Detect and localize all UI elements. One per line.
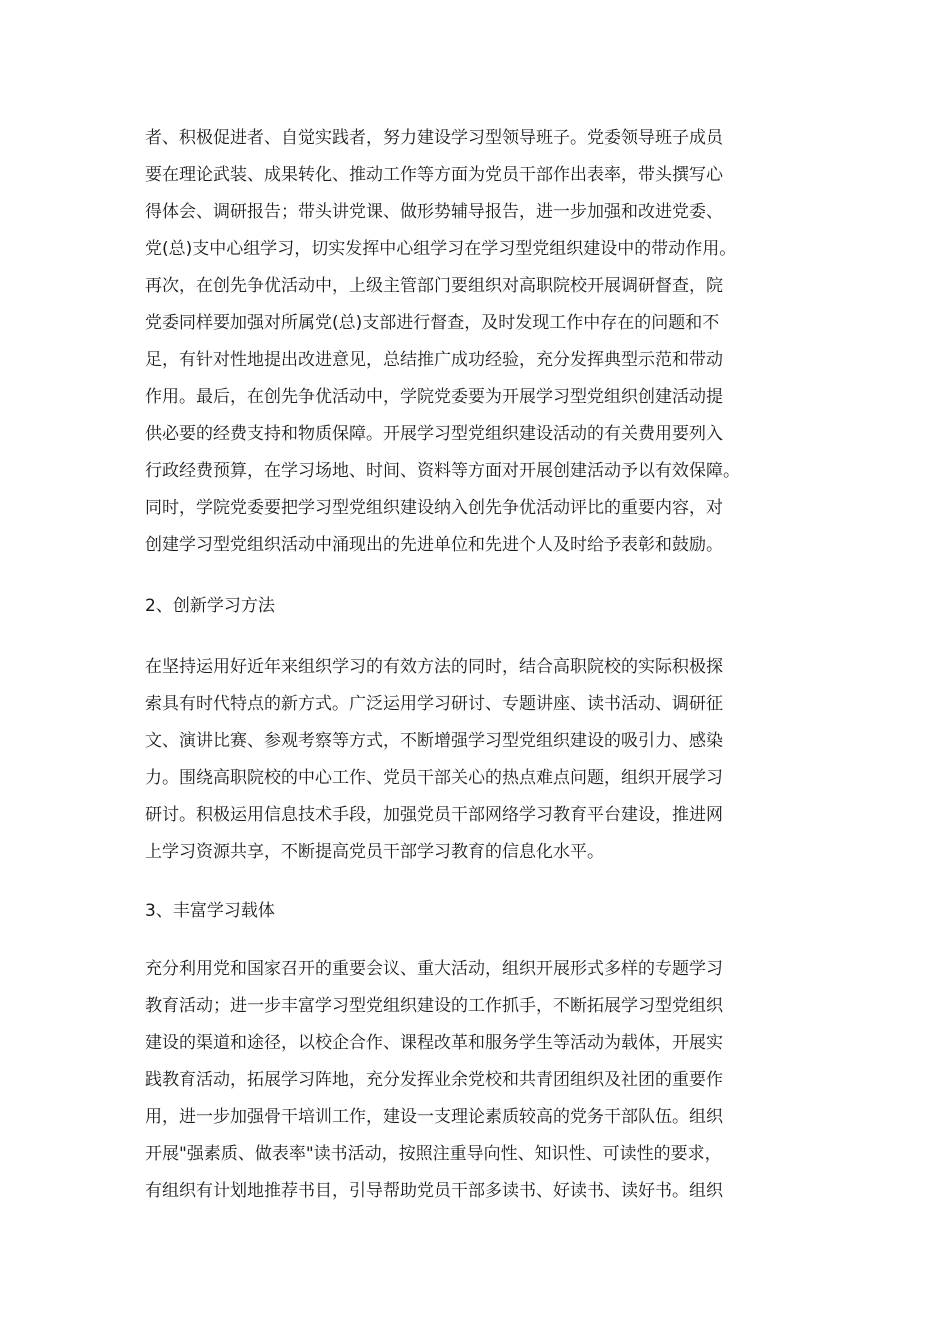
text-line: 要在理论武装、成果转化、推动工作等方面为党员干部作出表率，带头撰写心 [145, 165, 723, 185]
text-line: 再次，在创先争优活动中，上级主管部门要组织对高职院校开展调研督查，院 [145, 276, 723, 296]
text-line: 索具有时代特点的新方式。广泛运用学习研讨、专题讲座、读书活动、调研征 [145, 694, 723, 714]
paragraph-1 [145, 120, 810, 564]
text-line: 开展"强素质、做表率"读书活动，按照注重导向性、知识性、可读性的要求， [145, 1144, 722, 1164]
text-line: 足，有针对性地提出改进意见，总结推广成功经验，充分发挥典型示范和带动 [145, 350, 723, 370]
text-line: 行政经费预算，在学习场地、时间、资料等方面对开展创建活动予以有效保障。 [145, 461, 740, 481]
text-line: 文、演讲比赛、参观考察等方式，不断增强学习型党组织建设的吸引力、感染 [145, 731, 723, 751]
text-line: 党委同样要加强对所属党(总)支部进行督查，及时发现工作中存在的问题和不 [145, 313, 720, 333]
text-line: 同时，学院党委要把学习型党组织建设纳入创先争优活动评比的重要内容，对 [145, 498, 723, 518]
text-line: 作用。最后，在创先争优活动中，学院党委要为开展学习型党组织创建活动提 [145, 387, 723, 407]
heading-text: 2、创新学习方法 [145, 596, 275, 616]
text-line: 研讨。积极运用信息技术手段，加强党员干部网络学习教育平台建设，推进网 [145, 805, 723, 825]
paragraph-3 [145, 951, 810, 1210]
text-line: 上学习资源共享，不断提高党员干部学习教育的信息化水平。 [145, 842, 604, 862]
text-line: 建设的渠道和途径，以校企合作、课程改革和服务学生等活动为载体，开展实 [145, 1033, 723, 1053]
text-line: 供必要的经费支持和物质保障。开展学习型党组织建设活动的有关费用要列入 [145, 424, 723, 444]
text-line: 教育活动；进一步丰富学习型党组织建设的工作抓手，不断拓展学习型党组织 [145, 996, 723, 1016]
text-line: 得体会、调研报告；带头讲党课、做形势辅导报告，进一步加强和改进党委、 [145, 202, 723, 222]
text-line: 创建学习型党组织活动中涌现出的先进单位和先进个人及时给予表彰和鼓励。 [145, 535, 723, 555]
text-line: 有组织有计划地推荐书目，引导帮助党员干部多读书、好读书、读好书。组织 [145, 1181, 723, 1201]
paragraph-2 [145, 649, 810, 871]
text-line: 者、积极促进者、自觉实践者，努力建设学习型领导班子。党委领导班子成员 [145, 128, 723, 148]
text-line: 充分利用党和国家召开的重要会议、重大活动，组织开展形式多样的专题学习 [145, 959, 723, 979]
text-line: 践教育活动，拓展学习阵地，充分发挥业余党校和共青团组织及社团的重要作 [145, 1070, 723, 1090]
heading-text: 3、丰富学习载体 [145, 901, 275, 921]
text-line: 力。围绕高职院校的中心工作、党员干部关心的热点难点问题，组织开展学习 [145, 768, 723, 788]
text-line: 党(总)支中心组学习，切实发挥中心组学习在学习型党组织建设中的带动作用。 [145, 239, 737, 259]
section-heading-3 [145, 893, 810, 930]
section-heading-2 [145, 588, 810, 625]
text-line: 用，进一步加强骨干培训工作，建设一支理论素质较高的党务干部队伍。组织 [145, 1107, 723, 1127]
text-line: 在坚持运用好近年来组织学习的有效方法的同时，结合高职院校的实际积极探 [145, 657, 723, 677]
